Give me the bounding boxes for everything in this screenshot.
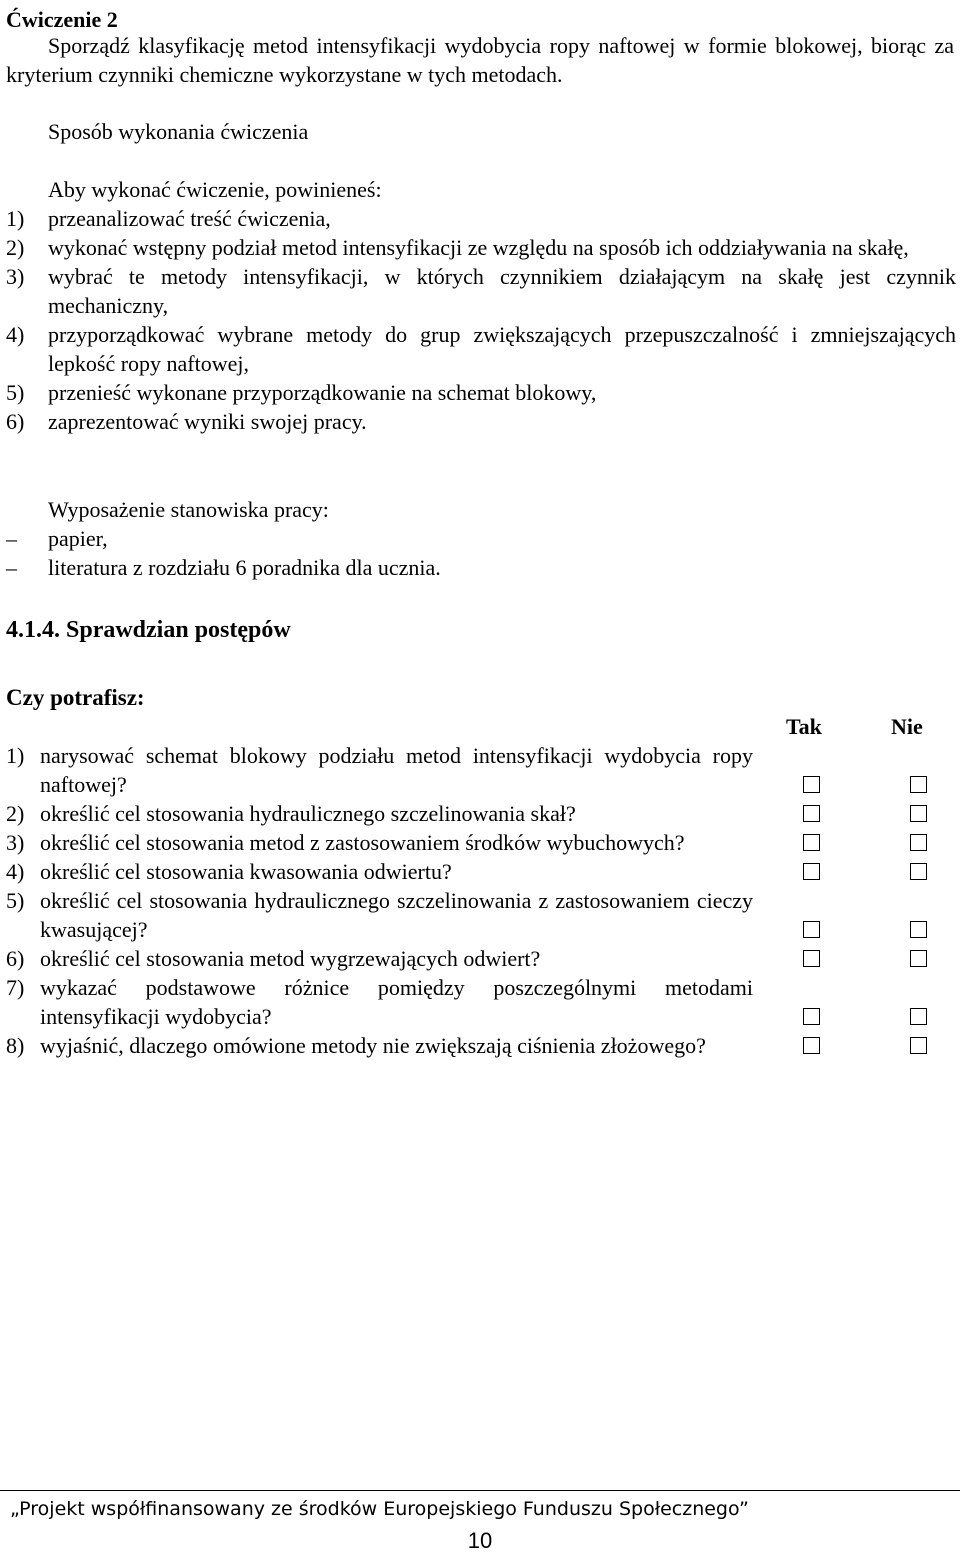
no-checkbox[interactable] bbox=[910, 1037, 927, 1054]
step-text: przeanalizować treść ćwiczenia, bbox=[48, 206, 331, 231]
question-label: wyjaśnić, dlaczego omówione metody nie zwiększają ciśnienia złożowego? bbox=[40, 1033, 706, 1058]
steps-intro: Aby wykonać ćwiczenie, powinieneś: bbox=[48, 177, 382, 202]
equipment-heading: Wyposażenie stanowiska pracy: bbox=[48, 497, 329, 522]
yes-checkbox[interactable] bbox=[803, 805, 820, 822]
question-text bbox=[6, 944, 753, 973]
list-item bbox=[6, 553, 906, 582]
step-number: 2) bbox=[6, 235, 25, 260]
no-checkbox[interactable] bbox=[910, 776, 927, 793]
column-header-yes: Tak bbox=[786, 714, 822, 739]
no-checkbox[interactable] bbox=[910, 950, 927, 967]
section-subtitle: Czy potrafisz: bbox=[6, 685, 145, 710]
question-row bbox=[6, 799, 956, 828]
step-number: 4) bbox=[6, 322, 25, 347]
question-number: 1) bbox=[6, 743, 25, 768]
question-table bbox=[6, 741, 956, 1060]
step-number: 1) bbox=[6, 206, 25, 231]
step-text: wybrać te metody intensyfikacji, w których czynnikiem działającym na skałę jest czynnik mechaniczny, bbox=[48, 264, 956, 318]
question-text bbox=[6, 1031, 753, 1060]
no-checkbox[interactable] bbox=[910, 1008, 927, 1025]
step-text: zaprezentować wyniki swojej pracy. bbox=[48, 409, 367, 434]
yes-checkbox[interactable] bbox=[803, 776, 820, 793]
footer-divider bbox=[0, 1490, 960, 1491]
list-item bbox=[6, 262, 956, 320]
list-item bbox=[6, 233, 956, 262]
exercise-title: Ćwiczenie 2 bbox=[6, 7, 118, 32]
footer-text: „Projekt współfinansowany ze środków Europejskiego Funduszu Społecznego” bbox=[10, 1498, 749, 1520]
equipment-text: literatura z rozdziału 6 poradnika dla ucznia. bbox=[48, 555, 441, 580]
exercise-task: Sporządź klasyfikację metod intensyfikacji wydobycia ropy naftowej w formie blokowej, biorąc za kryterium czynniki chemiczne wykorzystane w tych metodach. bbox=[6, 33, 954, 87]
question-label: określić cel stosowania metod wygrzewających odwiert? bbox=[40, 946, 541, 971]
question-row bbox=[6, 886, 956, 944]
question-label: wykazać podstawowe różnice pomiędzy poszczególnymi metodami intensyfikacji wydobycia? bbox=[40, 975, 753, 1029]
yes-checkbox[interactable] bbox=[803, 1037, 820, 1054]
question-number: 8) bbox=[6, 1033, 25, 1058]
section-title: 4.1.4. Sprawdzian postępów bbox=[6, 617, 291, 643]
yes-checkbox[interactable] bbox=[803, 863, 820, 880]
question-number: 6) bbox=[6, 946, 25, 971]
page-number: 10 bbox=[467, 1528, 493, 1553]
no-checkbox[interactable] bbox=[910, 921, 927, 938]
question-number: 4) bbox=[6, 859, 25, 884]
list-item bbox=[6, 204, 956, 233]
question-label: narysować schemat blokowy podziału metod intensyfikacji wydobycia ropy naftowej? bbox=[40, 743, 753, 797]
question-label: określić cel stosowania metod z zastosowaniem środków wybuchowych? bbox=[40, 830, 685, 855]
step-text: przyporządkować wybrane metody do grup zwiększających przepuszczalność i zmniejszających lepkość ropy naftowej, bbox=[48, 322, 956, 376]
question-number: 5) bbox=[6, 888, 25, 913]
question-number: 3) bbox=[6, 830, 25, 855]
steps-list bbox=[6, 204, 956, 436]
step-text: przenieść wykonane przyporządkowanie na schemat blokowy, bbox=[48, 380, 597, 405]
question-number: 7) bbox=[6, 975, 25, 1000]
question-text bbox=[6, 799, 753, 828]
question-text bbox=[6, 828, 753, 857]
question-row bbox=[6, 973, 956, 1031]
list-item bbox=[6, 320, 956, 378]
equipment-text: papier, bbox=[48, 526, 108, 551]
question-row bbox=[6, 828, 956, 857]
step-number: 5) bbox=[6, 380, 25, 405]
step-text: wykonać wstępny podział metod intensyfikacji ze względu na sposób ich oddziaływania na skałę, bbox=[48, 235, 909, 260]
question-row bbox=[6, 857, 956, 886]
question-label: określić cel stosowania kwasowania odwiertu? bbox=[40, 859, 452, 884]
yes-checkbox[interactable] bbox=[803, 921, 820, 938]
no-checkbox[interactable] bbox=[910, 805, 927, 822]
yes-checkbox[interactable] bbox=[803, 834, 820, 851]
yes-checkbox[interactable] bbox=[803, 1008, 820, 1025]
list-item bbox=[6, 407, 956, 436]
question-row bbox=[6, 944, 956, 973]
question-label: określić cel stosowania hydraulicznego szczelinowania skał? bbox=[40, 801, 576, 826]
no-checkbox[interactable] bbox=[910, 834, 927, 851]
step-number: 6) bbox=[6, 409, 25, 434]
question-text bbox=[6, 973, 753, 1031]
question-label: określić cel stosowania hydraulicznego szczelinowania z zastosowaniem cieczy kwasującej? bbox=[40, 888, 753, 942]
method-heading: Sposób wykonania ćwiczenia bbox=[48, 119, 309, 144]
column-header-no: Nie bbox=[891, 714, 923, 739]
step-number: 3) bbox=[6, 264, 25, 289]
list-item bbox=[6, 524, 906, 553]
dash-bullet: – bbox=[6, 526, 17, 551]
equipment-list bbox=[6, 524, 906, 582]
question-number: 2) bbox=[6, 801, 25, 826]
yes-checkbox[interactable] bbox=[803, 950, 820, 967]
dash-bullet: – bbox=[6, 555, 17, 580]
list-item bbox=[6, 378, 956, 407]
question-row bbox=[6, 1031, 956, 1060]
question-row bbox=[6, 741, 956, 799]
question-text bbox=[6, 886, 753, 944]
no-checkbox[interactable] bbox=[910, 863, 927, 880]
question-text bbox=[6, 741, 753, 799]
question-text bbox=[6, 857, 753, 886]
